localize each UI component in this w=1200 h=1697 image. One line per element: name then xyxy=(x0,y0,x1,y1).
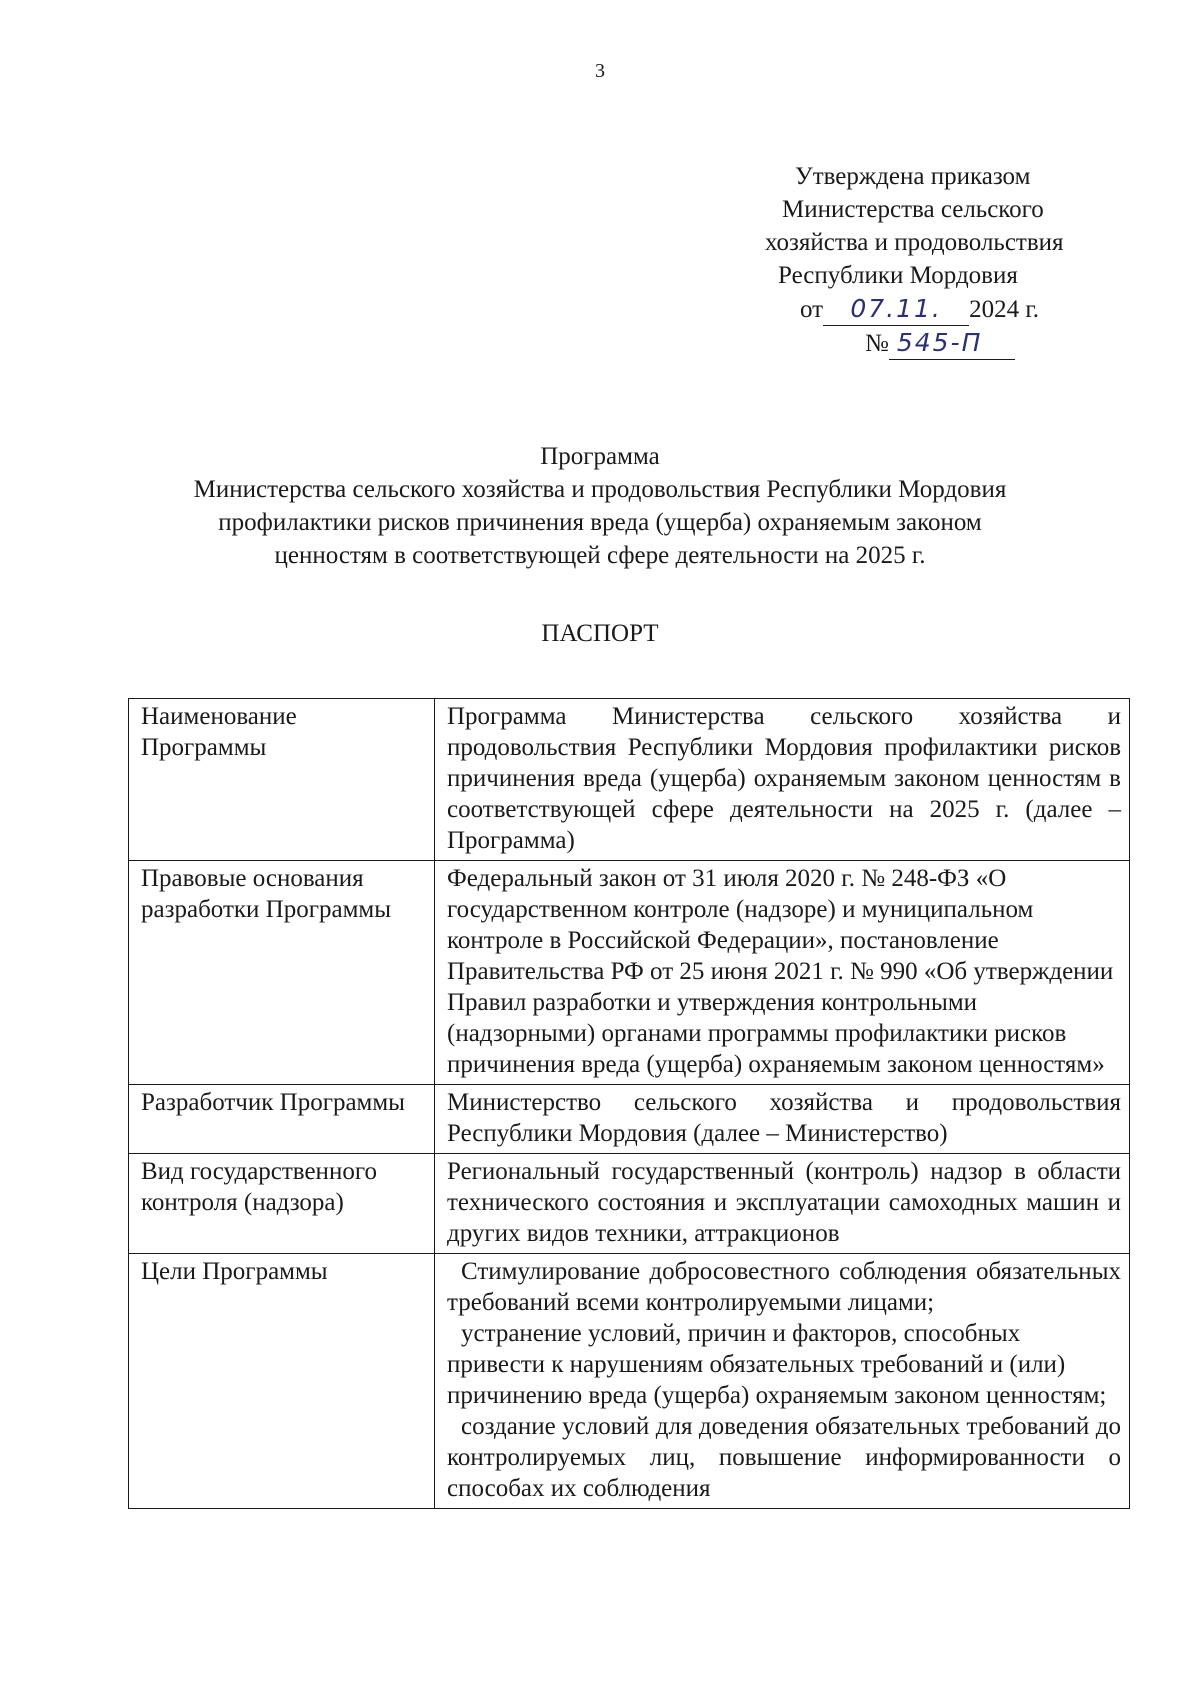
page-number: 3 xyxy=(595,60,605,82)
number-prefix: № xyxy=(865,330,889,357)
title-line-4: ценностям в соответствующей сфере деятельности на 2025 г. xyxy=(274,542,926,569)
passport-heading: ПАСПОРТ xyxy=(541,620,659,647)
approval-line-1: Утверждена приказом xyxy=(795,163,1031,190)
row-label: Правовые основания разработки Программы xyxy=(129,861,435,1085)
row-label: Разработчик Программы xyxy=(129,1085,435,1154)
row-value: Министерство сельского хозяйства и продовольствия Республики Мордовия (далее – Министерство) xyxy=(435,1085,1130,1154)
goal-item: создание условий для доведения обязательных требований до контролируемых лиц, повышение информированности о способах их соблюдения xyxy=(447,1413,1121,1502)
handwritten-date: 07.11. xyxy=(823,292,969,326)
row-label: Цели Программы xyxy=(129,1254,435,1509)
date-suffix: 2024 г. xyxy=(969,296,1040,323)
table-row xyxy=(129,861,1130,1085)
approval-number xyxy=(760,326,1100,360)
row-label: Вид государственного контроля (надзора) xyxy=(129,1154,435,1254)
approval-line-2: Министерства сельского xyxy=(782,196,1044,223)
approval-date xyxy=(760,292,1100,326)
date-prefix: от xyxy=(800,296,824,323)
row-label: Наименование Программы xyxy=(129,699,435,861)
table-row xyxy=(129,1254,1130,1509)
handwritten-number: 545-П xyxy=(889,326,1015,360)
table-row xyxy=(129,1154,1130,1254)
title-line-1: Программа xyxy=(540,443,660,470)
approval-line-3: хозяйства и продовольствия xyxy=(765,229,1064,256)
goal-item: Стимулирование добросовестного соблюдения обязательных требований всеми контролируемыми лицами; xyxy=(447,1258,1121,1316)
row-value: Программа Министерства сельского хозяйства и продовольствия Республики Мордовия профилактики рисков причинения вреда (ущерба) охраняемым законом ценностям в соответствующей сфере деятельности на 2025 г. (далее – Программа) xyxy=(435,699,1130,861)
approval-block xyxy=(760,160,1100,360)
title-line-3: профилактики рисков причинения вреда (ущерба) охраняемым законом xyxy=(218,509,982,536)
row-value: Федеральный закон от 31 июля 2020 г. № 248-ФЗ «О государственном контроле (надзоре) и муниципальном контроле в Российской Федерации», постановление Правительства РФ от 25 июня 2021 г. № 990 «Об утверждении Правил разработки и утверждения контрольными (надзорными) органами программы профилактики рисков причинения вреда (ущерба) охраняемым законом ценностям» xyxy=(435,861,1130,1085)
row-value: Региональный государственный (контроль) надзор в области технического состояния и эксплуатации самоходных машин и других видов техники, аттракционов xyxy=(435,1154,1130,1254)
approval-line-4: Республики Мордовия xyxy=(778,262,1018,289)
table-row xyxy=(129,1085,1130,1154)
row-value xyxy=(435,1254,1130,1509)
document-title xyxy=(0,440,1200,572)
table-row xyxy=(129,699,1130,861)
title-line-2: Министерства сельского хозяйства и продовольствия Республики Мордовия xyxy=(193,476,1007,503)
goal-item: устранение условий, причин и факторов, способных привести к нарушениям обязательных требований и (или) причинению вреда (ущерба) охраняемым законом ценностям; xyxy=(447,1320,1107,1409)
passport-table xyxy=(128,698,1130,1509)
